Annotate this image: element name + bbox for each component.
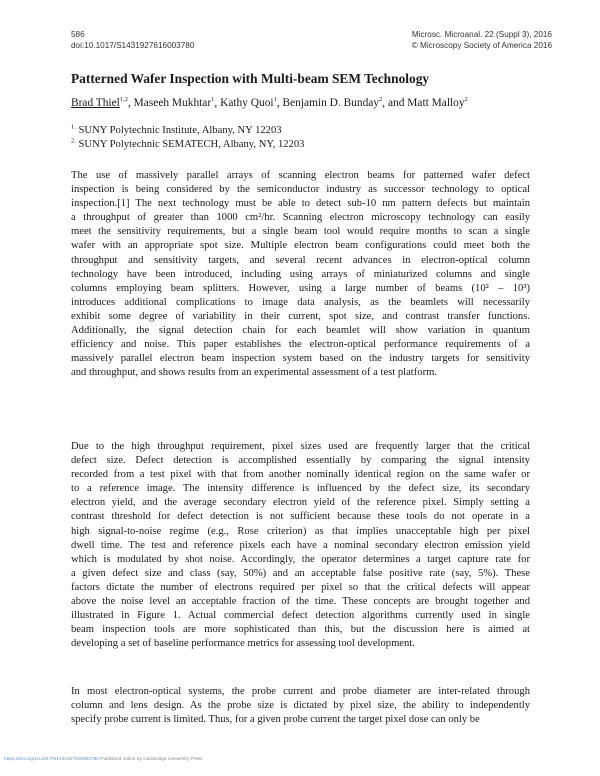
author-name: Matt Malloy <box>407 97 465 109</box>
body-paragraph-2 <box>71 440 530 651</box>
text-line: and throughput, and shows results from an experimental assessment of a test platform. <box>71 367 437 379</box>
text-line: high signal-to-noise regime (e.g., Rose criterion) as that implies unacceptable high per pixel <box>71 525 530 537</box>
author-affiliation-mark: 1 <box>273 96 277 104</box>
page-number: 586 <box>71 30 85 39</box>
author-affiliation-mark: 1 <box>211 96 215 104</box>
body-paragraph-1 <box>71 169 530 380</box>
text-line: contrast threshold for defect detection is not sufficient because these tools do not operate in a <box>71 511 530 523</box>
text-line: technology have been introduced, including using arrays of miniaturized columns and single <box>71 268 530 280</box>
text-line: dwell time. The test and reference pixels each have a nominal secondary electron emission yield <box>71 539 530 551</box>
text-line: a throughput of greater than 1000 cm²/hr. Scanning electron microscopy technology can easily <box>71 212 530 224</box>
text-line: inspection.[1] The next technology must be able to detect sub-10 nm pattern defects but maintain <box>71 198 530 210</box>
affiliation-text: SUNY Polytechnic Institute, Albany, NY 12203 <box>78 125 282 136</box>
text-line: above the noise level an acceptable fraction of the time. These concepts are brought together and <box>71 596 530 608</box>
article-doi: doi:10.1017/S1431927616003780 <box>71 40 195 50</box>
text-line: which is modulated by shot noise. Accordingly, the operator determines a target capture rate for <box>71 553 530 565</box>
text-line: factors dictate the number of electrons required per pixel so that the critical defects will appear <box>71 581 530 593</box>
text-line: Additionally, the signal detection chain for each beamlet will show variation in quantum <box>71 325 530 337</box>
affiliation-mark: 2. <box>71 137 76 145</box>
page-footer <box>4 757 203 762</box>
text-line: column and lens design. As the probe size is dictated by pixel size, the ability to independently <box>71 700 530 712</box>
paper-title: Patterned Wafer Inspection with Multi-beam SEM Technology <box>71 71 430 86</box>
text-line: Due to the high throughput requirement, pixel sizes used are frequently larger that the critical <box>71 441 530 452</box>
affiliation <box>71 125 282 136</box>
body-paragraph-3 <box>71 685 530 727</box>
text-line: electron yield, and the average secondary electron yield of the reference pixel. Simply setting a <box>71 497 530 509</box>
copyright-notice: © Microscopy Society of America 2016 <box>411 40 552 50</box>
footer-published-note: Published online by Cambridge University Press <box>98 757 203 762</box>
text-line: throughput and sensitivity targets, and several recent advances in electron-optical column <box>71 254 530 266</box>
author-separator: , <box>276 97 283 109</box>
text-line: specify probe current is limited. Thus, for a given probe current the target pixel dose can only be <box>71 714 480 726</box>
author-list <box>71 97 468 109</box>
affiliation <box>71 139 304 150</box>
author-separator: , and <box>382 97 408 109</box>
author-affiliation-mark: 1,2 <box>119 96 128 104</box>
author-name: Kathy Quoi <box>220 97 274 109</box>
affiliation-mark: 1. <box>71 123 76 131</box>
text-line: wafer with an appropriate spot size. Multiple electron beam configurations could meet both the <box>71 240 530 252</box>
author-separator: , <box>214 97 221 109</box>
text-line: a given defect size and class (say, 50%) and an acceptable false positive rate (say, 5%). These <box>71 567 530 579</box>
footer-doi-link[interactable]: https://doi.org/10.1017/S1431927616003780 <box>4 757 99 762</box>
text-line: columns employing beam splitters. However, using a large number of beams (10² – 10³) <box>71 282 530 294</box>
text-line: In most electron-optical systems, the probe current and probe diameter are inter-related through <box>71 686 530 697</box>
author-name: Maseeh Mukhtar <box>133 97 212 109</box>
text-line: massively parallel electron beam inspection system based on the industry targets for sensitivity <box>71 353 530 365</box>
affiliation-text: SUNY Polytechnic SEMATECH, Albany, NY, 12203 <box>78 139 305 150</box>
author-name: Benjamin D. Bunday <box>282 97 380 109</box>
running-header-right <box>412 30 552 51</box>
text-line: defect size. Defect detection is accomplished essentially by comparing the signal intensity <box>71 455 530 467</box>
text-line: exhibit some degree of variability in their current, spot size, and contrast transfer functions. <box>71 310 530 322</box>
text-line: efficiency and noise. This paper establishes the electron-optical performance requirements of a <box>71 339 530 351</box>
text-line: The use of massively parallel arrays of scanning electron beams for patterned wafer defect <box>71 170 530 181</box>
text-line: recorded from a test pixel with that from another nominally identical region on the same wafer or <box>71 469 530 481</box>
text-line: introduces additional complications to image data analysis, as the beamlets will necessarily <box>71 296 530 308</box>
text-line: inspection is being considered by the semiconductor industry as successor technology to optical <box>71 184 530 196</box>
running-header-left <box>71 30 194 51</box>
journal-citation: Microsc. Microanal. 22 (Suppl 3), 2016 <box>411 30 552 39</box>
text-line: beam inspection tools are more sophisticated than this, but the discussion here is aimed at <box>71 624 530 636</box>
text-line: developing a set of baseline performance metrics for assessing tool development. <box>71 638 415 650</box>
author-affiliation-mark: 2 <box>464 96 468 104</box>
text-line: to a reference image. The intensity difference is influenced by the defect size, its secondary <box>71 483 530 495</box>
author-name: Brad Thiel <box>71 97 120 109</box>
text-line: illustrated in Figure 1. Actual commercial defect detection algorithms currently used in single <box>71 610 530 622</box>
text-line: meet the sensitivity requirements, but a single beam tool would require months to scan a single <box>71 226 530 238</box>
author-affiliation-mark: 2 <box>379 96 383 104</box>
author-separator: , <box>127 97 134 109</box>
